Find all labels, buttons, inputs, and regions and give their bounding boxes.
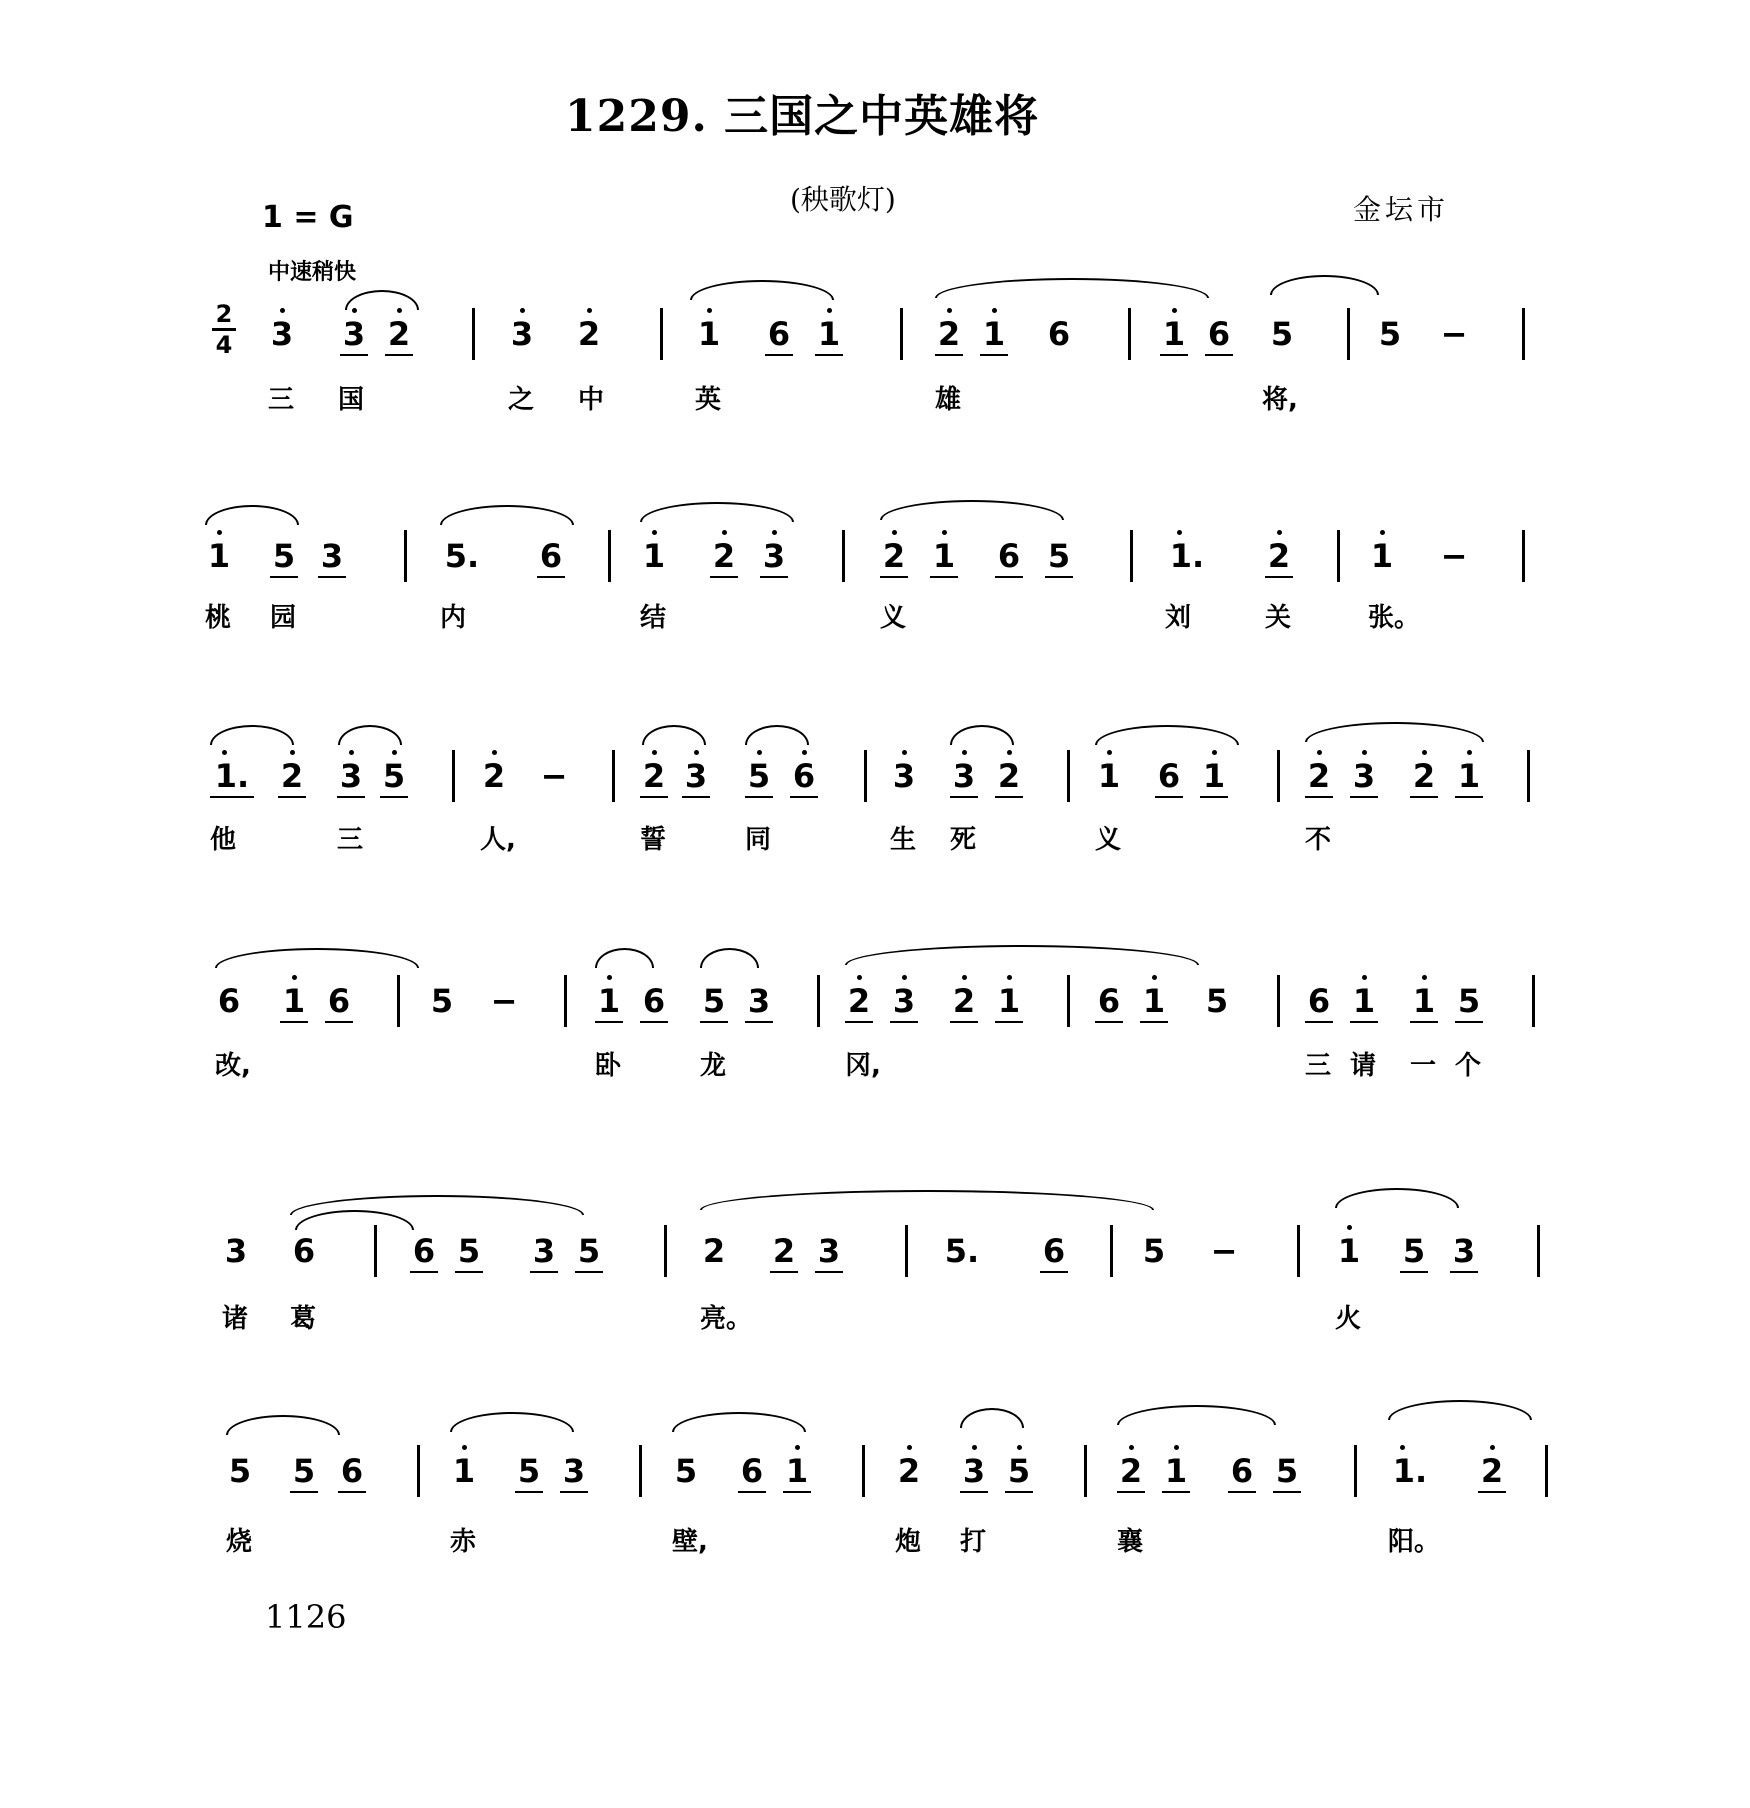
lyric-syllable: 个: [1455, 1051, 1482, 1081]
note: 1.: [1165, 540, 1209, 572]
note: 3: [815, 1235, 843, 1273]
bar-line: [417, 1445, 420, 1497]
bar-line: [564, 975, 567, 1027]
time-signature-bottom: 4: [215, 331, 233, 359]
note: 3: [1450, 1235, 1478, 1273]
note: 2: [278, 760, 306, 798]
lyric-syllable: 死: [950, 825, 977, 855]
note: 5: [515, 1455, 543, 1493]
note: 5: [745, 760, 773, 798]
page-number: 1126: [265, 1598, 347, 1636]
lyric-syllable: 改,: [215, 1051, 251, 1081]
note: 3: [682, 760, 710, 798]
note: 1: [280, 985, 308, 1023]
note: 5: [228, 1452, 252, 1490]
note: 2: [895, 1455, 923, 1487]
note: 3: [960, 1455, 988, 1493]
note: 2: [880, 540, 908, 578]
slur: [1388, 1400, 1532, 1420]
bar-line: [864, 750, 867, 802]
note: 3: [745, 985, 773, 1023]
lyric-syllable: 将,: [1262, 385, 1298, 415]
bar-line: [1110, 1225, 1113, 1277]
note: 1: [783, 1455, 811, 1493]
note: 5: [380, 760, 408, 798]
note: 1: [1162, 1455, 1190, 1493]
slur: [640, 502, 794, 522]
slur: [595, 948, 654, 968]
note: 6: [995, 540, 1023, 578]
lyric-syllable: 张。: [1368, 603, 1421, 633]
slur: [440, 505, 574, 525]
note: −: [1440, 537, 1468, 575]
lyric-syllable: 壁,: [672, 1527, 708, 1557]
lyric-syllable: 英: [695, 385, 722, 415]
note: 6: [1047, 315, 1071, 353]
note: 5: [455, 1235, 483, 1273]
bar-line: [374, 1225, 377, 1277]
slur: [1095, 725, 1239, 745]
lyric-syllable: 不: [1305, 825, 1332, 855]
note: 1: [640, 540, 668, 572]
bar-line: [660, 308, 663, 360]
note: 1: [1455, 760, 1483, 798]
note: 3: [760, 540, 788, 578]
slur: [845, 945, 1199, 965]
lyric-syllable: 他: [210, 825, 237, 855]
note: 5: [674, 1452, 698, 1490]
lyric-syllable: 一: [1410, 1051, 1437, 1081]
note: 1: [1200, 760, 1228, 798]
note: 6: [1205, 318, 1233, 356]
note: 2: [702, 1232, 726, 1270]
lyric-syllable: 龙: [700, 1051, 727, 1081]
lyric-syllable: 阳。: [1388, 1527, 1441, 1557]
note: 5: [270, 540, 298, 578]
bar-line: [1522, 530, 1525, 582]
slur: [960, 1408, 1024, 1428]
lyric-syllable: 诸: [222, 1304, 249, 1334]
slur: [700, 948, 759, 968]
lyric-syllable: 卧: [595, 1051, 622, 1081]
note: 6: [1095, 985, 1123, 1023]
note: 2: [1478, 1455, 1506, 1493]
note: 2: [385, 318, 413, 356]
note: 1: [1350, 985, 1378, 1023]
note: 5: [1270, 315, 1294, 353]
bar-line: [900, 308, 903, 360]
note: 2: [935, 318, 963, 356]
note: 2: [845, 985, 873, 1023]
lyric-syllable: 中: [578, 385, 605, 415]
note: 6: [1040, 1235, 1068, 1273]
slur: [880, 500, 1064, 520]
lyric-syllable: 火: [1335, 1304, 1362, 1334]
note: 2: [640, 760, 668, 798]
note: 5: [1378, 315, 1402, 353]
note: 6: [1305, 985, 1333, 1023]
note: 5: [1273, 1455, 1301, 1493]
slur: [1270, 275, 1379, 295]
note: 1.: [210, 760, 254, 798]
bar-line: [472, 308, 475, 360]
note: 5: [700, 985, 728, 1023]
lyric-syllable: 刘: [1165, 603, 1192, 633]
lyric-syllable: 结: [640, 603, 667, 633]
bar-line: [1522, 308, 1525, 360]
slur: [745, 725, 809, 745]
lyric-syllable: 内: [440, 603, 467, 633]
bar-line: [842, 530, 845, 582]
note: 1: [1410, 985, 1438, 1023]
bar-line: [1084, 1445, 1087, 1497]
note: 1: [1095, 760, 1123, 792]
note: 3: [890, 985, 918, 1023]
lyric-syllable: 园: [270, 603, 297, 633]
note: 6: [537, 540, 565, 578]
lyric-syllable: 之: [508, 385, 535, 415]
lyric-syllable: 义: [880, 603, 907, 633]
note: −: [1210, 1232, 1238, 1270]
note: 3: [890, 760, 918, 792]
bar-line: [1067, 975, 1070, 1027]
time-signature-top: 2: [215, 300, 233, 328]
slur: [215, 948, 419, 968]
note: 2: [480, 760, 508, 792]
bar-line: [1277, 750, 1280, 802]
bar-line: [1537, 1225, 1540, 1277]
bar-line: [1347, 308, 1350, 360]
note: 1: [1335, 1235, 1363, 1267]
note: 2: [1265, 540, 1293, 578]
lyric-syllable: 三: [268, 385, 295, 415]
lyric-syllable: 三: [337, 825, 364, 855]
bar-line: [1128, 308, 1131, 360]
slur: [1117, 1405, 1276, 1425]
bar-line: [664, 1225, 667, 1277]
note: 3: [508, 318, 536, 350]
bar-line: [1067, 750, 1070, 802]
note: 6: [738, 1455, 766, 1493]
slur: [1305, 722, 1484, 742]
lyric-syllable: 同: [745, 825, 772, 855]
slur: [210, 725, 294, 745]
bar-line: [1354, 1445, 1357, 1497]
tempo-marking: 中速稍快: [268, 260, 357, 285]
lyric-syllable: 葛: [290, 1304, 317, 1334]
note: 6: [410, 1235, 438, 1273]
note: 6: [1228, 1455, 1256, 1493]
note: 3: [950, 760, 978, 798]
note: 6: [790, 760, 818, 798]
note: 2: [995, 760, 1023, 798]
note: 3: [340, 318, 368, 356]
note: 6: [325, 985, 353, 1023]
note: 5: [1455, 985, 1483, 1023]
note: 6: [292, 1232, 316, 1270]
note: 3: [1350, 760, 1378, 798]
note: 2: [950, 985, 978, 1023]
bar-line: [452, 750, 455, 802]
note: −: [1440, 315, 1468, 353]
slur: [672, 1412, 806, 1432]
note: 1.: [1388, 1455, 1432, 1487]
song-title: 1229. 三国之中英雄将: [565, 91, 1040, 142]
bar-line: [1297, 1225, 1300, 1277]
note: 3: [268, 318, 296, 350]
bar-line: [1527, 750, 1530, 802]
lyric-syllable: 桃: [205, 603, 232, 633]
lyric-syllable: 襄: [1117, 1527, 1144, 1557]
note: 5: [1045, 540, 1073, 578]
note: 6: [765, 318, 793, 356]
note: 5: [1142, 1232, 1166, 1270]
bar-line: [608, 530, 611, 582]
bar-line: [862, 1445, 865, 1497]
bar-line: [817, 975, 820, 1027]
key-signature: 1 = G: [262, 200, 354, 235]
slur: [690, 280, 834, 300]
slur: [226, 1415, 340, 1435]
slur: [935, 278, 1209, 298]
note: 6: [338, 1455, 366, 1493]
note: 1: [815, 318, 843, 356]
note: 5.: [944, 1232, 980, 1270]
lyric-syllable: 炮: [895, 1527, 922, 1557]
note: 2: [1410, 760, 1438, 798]
slur: [642, 725, 706, 745]
note: −: [540, 757, 568, 795]
note: 2: [710, 540, 738, 578]
note: 1: [1140, 985, 1168, 1023]
note: 5: [575, 1235, 603, 1273]
bar-line: [1337, 530, 1340, 582]
note: 6: [640, 985, 668, 1023]
lyric-syllable: 人,: [480, 825, 516, 855]
note: 2: [1305, 760, 1333, 798]
lyric-syllable: 打: [960, 1527, 987, 1557]
note: 1: [980, 318, 1008, 356]
note: 5: [1005, 1455, 1033, 1493]
note: 2: [575, 318, 603, 350]
slur: [338, 725, 402, 745]
note: 3: [530, 1235, 558, 1273]
note: 5: [290, 1455, 318, 1493]
note: 6: [217, 982, 241, 1020]
lyric-syllable: 关: [1265, 603, 1292, 633]
note: 1: [995, 985, 1023, 1023]
note: 1: [695, 318, 723, 350]
lyric-syllable: 赤: [450, 1527, 477, 1557]
bar-line: [404, 530, 407, 582]
lyric-syllable: 义: [1095, 825, 1122, 855]
note: 5: [1400, 1235, 1428, 1273]
slur: [700, 1190, 1154, 1210]
lyric-syllable: 烧: [226, 1527, 253, 1557]
bar-line: [1277, 975, 1280, 1027]
note: 3: [318, 540, 346, 578]
note: 1: [1368, 540, 1396, 572]
bar-line: [1532, 975, 1535, 1027]
lyric-syllable: 冈,: [845, 1051, 881, 1081]
lyric-syllable: 誓: [640, 825, 667, 855]
note: 5: [1205, 982, 1229, 1020]
slur: [205, 505, 299, 525]
lyric-syllable: 生: [890, 825, 917, 855]
note: 5: [430, 982, 454, 1020]
lyric-syllable: 国: [338, 385, 365, 415]
bar-line: [1130, 530, 1133, 582]
slur: [450, 1412, 574, 1432]
note: 1: [1160, 318, 1188, 356]
slur: [1335, 1188, 1459, 1208]
note: 3: [224, 1232, 248, 1270]
lyric-syllable: 请: [1350, 1051, 1377, 1081]
lyric-syllable: 三: [1305, 1051, 1332, 1081]
bar-line: [905, 1225, 908, 1277]
song-region: 金坛市: [1353, 193, 1450, 226]
note: −: [490, 982, 518, 1020]
bar-line: [612, 750, 615, 802]
note: 2: [770, 1235, 798, 1273]
slur: [950, 725, 1014, 745]
lyric-syllable: 雄: [935, 385, 962, 415]
note: 1: [205, 540, 233, 572]
bar-line: [1545, 1445, 1548, 1497]
bar-line: [639, 1445, 642, 1497]
slur: [345, 290, 419, 310]
note: 1: [930, 540, 958, 578]
note: 3: [560, 1455, 588, 1493]
note: 3: [337, 760, 365, 798]
note: 2: [1117, 1455, 1145, 1493]
note: 1: [450, 1455, 478, 1487]
lyric-syllable: 亮。: [700, 1304, 753, 1334]
note: 6: [1155, 760, 1183, 798]
bar-line: [397, 975, 400, 1027]
note: 5.: [444, 537, 480, 575]
song-subtitle: (秧歌灯): [790, 183, 896, 216]
note: 1: [595, 985, 623, 1023]
